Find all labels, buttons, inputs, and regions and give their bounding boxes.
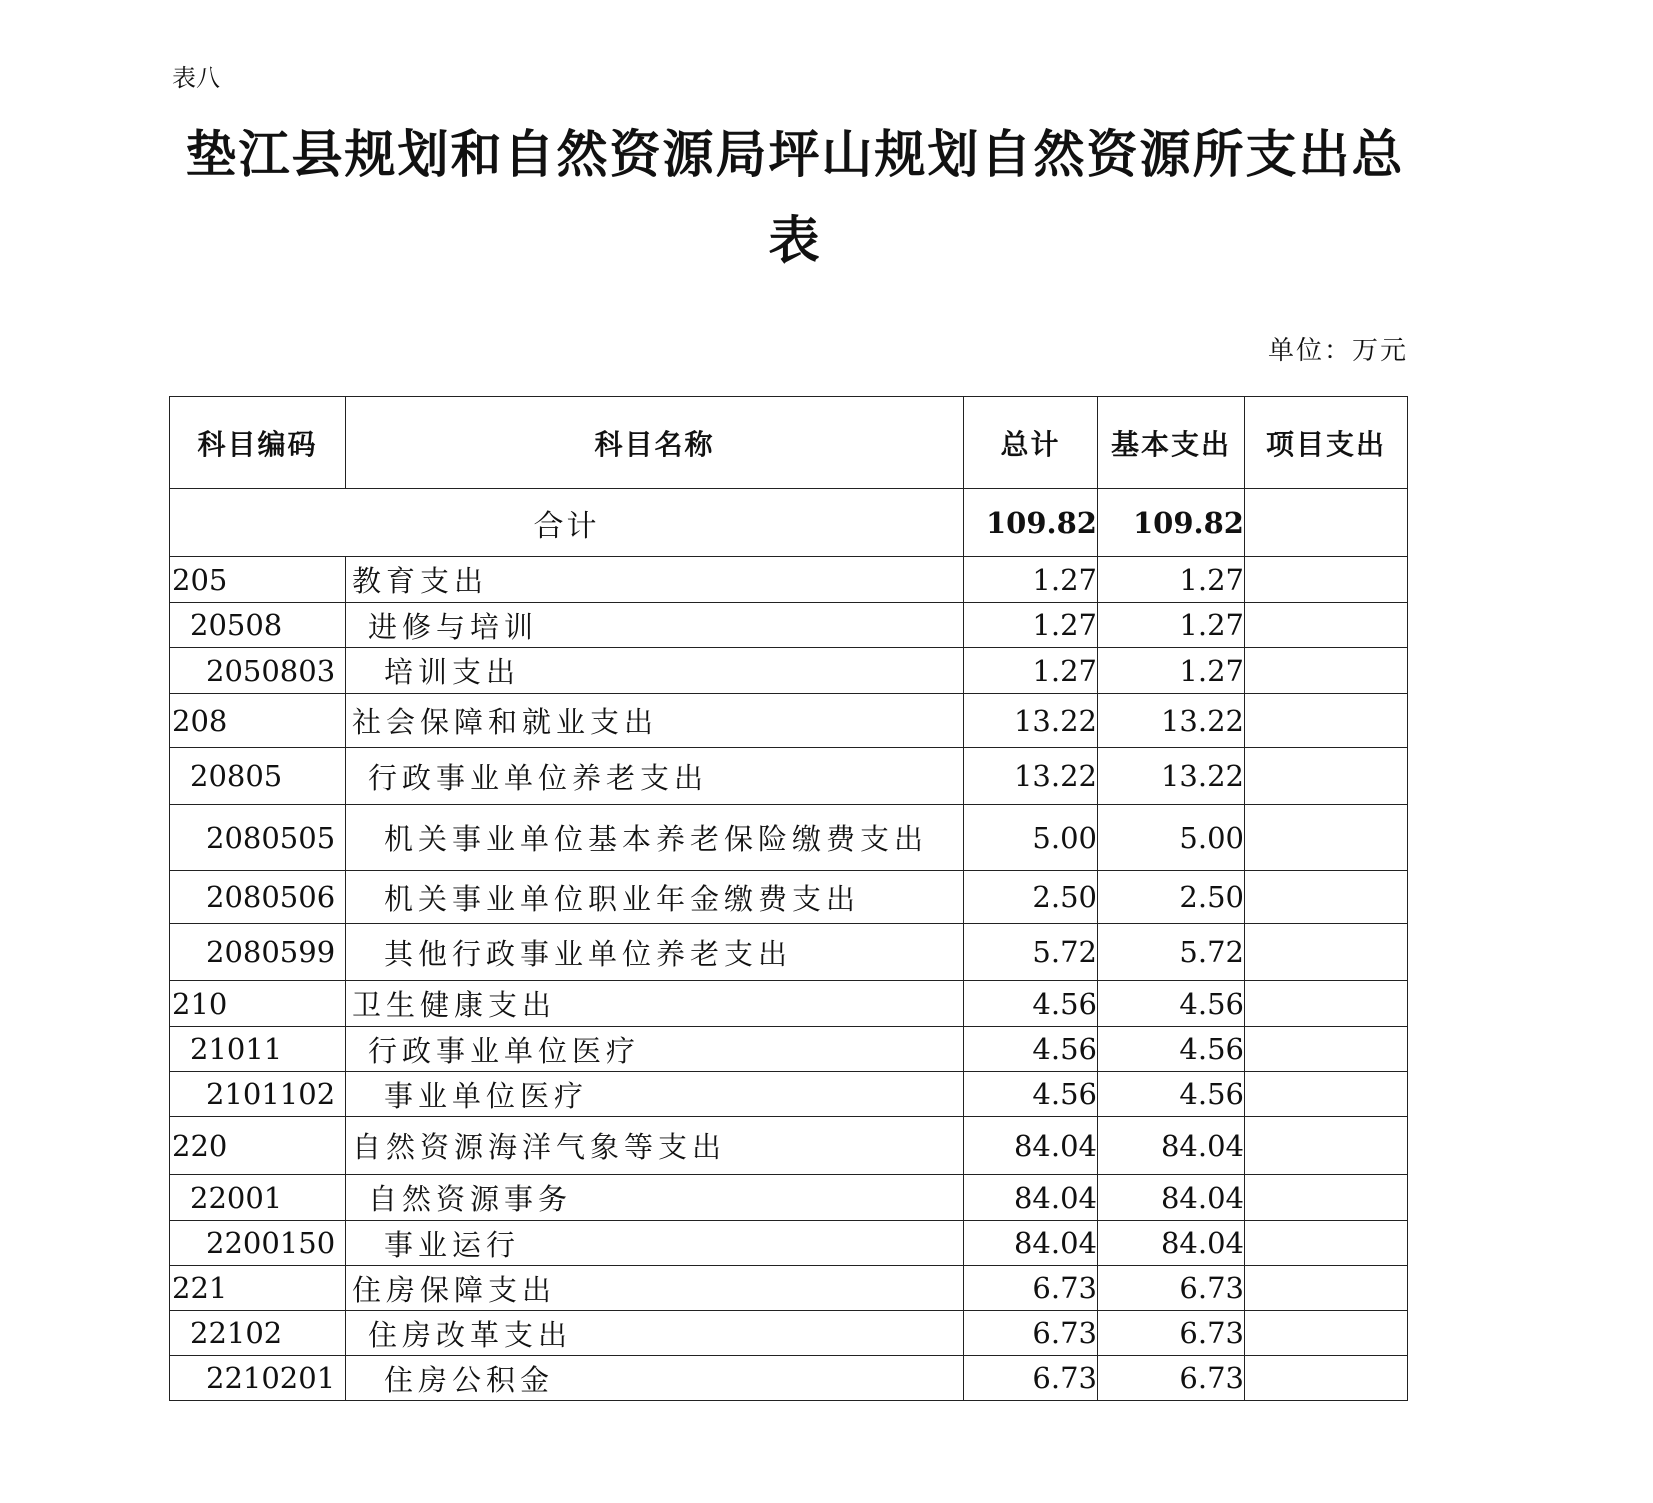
basic-expense-cell: 5.00: [1098, 805, 1245, 871]
project-expense-cell: [1245, 1266, 1408, 1311]
subject-name-cell: 机关事业单位基本养老保险缴费支出: [346, 805, 964, 871]
table-row: [170, 1356, 1408, 1401]
total-cell: 1.27: [964, 557, 1098, 603]
subject-code-cell: 20508: [170, 603, 346, 648]
project-expense-cell: [1245, 1356, 1408, 1401]
table-row: [170, 924, 1408, 981]
basic-expense-cell: 4.56: [1098, 1027, 1245, 1072]
basic-expense-cell: 13.22: [1098, 748, 1245, 805]
subject-name-cell: 教育支出: [346, 557, 964, 603]
basic-expense-cell: 5.72: [1098, 924, 1245, 981]
table-body: [170, 557, 1408, 1401]
subject-name-cell: 自然资源事务: [346, 1175, 964, 1221]
subject-name-cell: 住房保障支出: [346, 1266, 964, 1311]
total-cell: 84.04: [964, 1117, 1098, 1175]
total-cell: 4.56: [964, 1027, 1098, 1072]
total-cell: 1.27: [964, 603, 1098, 648]
project-expense-cell: [1245, 748, 1408, 805]
table-row: [170, 603, 1408, 648]
subject-code-cell: 2050803: [170, 648, 346, 694]
project-expense-cell: [1245, 924, 1408, 981]
total-label: 合计: [170, 489, 964, 557]
total-cell: 2.50: [964, 871, 1098, 924]
project-expense-cell: [1245, 1311, 1408, 1356]
subject-name-cell: 事业单位医疗: [346, 1072, 964, 1117]
basic-expense-cell: 4.56: [1098, 1072, 1245, 1117]
table-row: [170, 1175, 1408, 1221]
subject-name-cell: 其他行政事业单位养老支出: [346, 924, 964, 981]
column-header-code: 科目编码: [170, 397, 346, 489]
subject-name-cell: 进修与培训: [346, 603, 964, 648]
table-row: [170, 1027, 1408, 1072]
table-row: [170, 1311, 1408, 1356]
total-sum: 109.82: [964, 489, 1098, 557]
basic-expense-cell: 4.56: [1098, 981, 1245, 1027]
total-cell: 4.56: [964, 981, 1098, 1027]
table-row: [170, 1266, 1408, 1311]
project-expense-cell: [1245, 1175, 1408, 1221]
basic-expense-cell: 84.04: [1098, 1221, 1245, 1266]
total-cell: 5.72: [964, 924, 1098, 981]
project-expense-cell: [1245, 981, 1408, 1027]
table-row: [170, 805, 1408, 871]
subject-code-cell: 210: [170, 981, 346, 1027]
basic-expense-cell: 84.04: [1098, 1175, 1245, 1221]
subject-code-cell: 220: [170, 1117, 346, 1175]
project-expense-cell: [1245, 694, 1408, 748]
subject-code-cell: 2200150: [170, 1221, 346, 1266]
table-row: [170, 648, 1408, 694]
total-cell: 1.27: [964, 648, 1098, 694]
subject-code-cell: 20805: [170, 748, 346, 805]
total-cell: 84.04: [964, 1175, 1098, 1221]
table-row: [170, 871, 1408, 924]
page-title-line2: 表: [768, 212, 822, 271]
unit-label: 单位：万元: [1267, 336, 1408, 366]
subject-code-cell: 22102: [170, 1311, 346, 1356]
total-basic: 109.82: [1098, 489, 1245, 557]
subject-name-cell: 社会保障和就业支出: [346, 694, 964, 748]
project-expense-cell: [1245, 648, 1408, 694]
total-cell: 5.00: [964, 805, 1098, 871]
column-header-name: 科目名称: [346, 397, 964, 489]
total-cell: 13.22: [964, 748, 1098, 805]
column-header-project: 项目支出: [1245, 397, 1408, 489]
table-number: 表八: [172, 64, 220, 92]
table-header-row: [170, 397, 1408, 489]
table-row: [170, 1072, 1408, 1117]
project-expense-cell: [1245, 805, 1408, 871]
subject-name-cell: 卫生健康支出: [346, 981, 964, 1027]
total-cell: 6.73: [964, 1266, 1098, 1311]
subject-name-cell: 培训支出: [346, 648, 964, 694]
subject-name-cell: 住房公积金: [346, 1356, 964, 1401]
basic-expense-cell: 6.73: [1098, 1311, 1245, 1356]
subject-name-cell: 行政事业单位医疗: [346, 1027, 964, 1072]
subject-code-cell: 208: [170, 694, 346, 748]
basic-expense-cell: 6.73: [1098, 1356, 1245, 1401]
subject-name-cell: 自然资源海洋气象等支出: [346, 1117, 964, 1175]
subject-code-cell: 221: [170, 1266, 346, 1311]
table-row: [170, 557, 1408, 603]
subject-code-cell: 22001: [170, 1175, 346, 1221]
expenditure-table: [169, 396, 1408, 1401]
project-expense-cell: [1245, 871, 1408, 924]
subject-code-cell: 21011: [170, 1027, 346, 1072]
project-expense-cell: [1245, 1072, 1408, 1117]
table-row: [170, 1117, 1408, 1175]
project-expense-cell: [1245, 1027, 1408, 1072]
subject-name-cell: 行政事业单位养老支出: [346, 748, 964, 805]
basic-expense-cell: 1.27: [1098, 557, 1245, 603]
page-title-line1: 垫江县规划和自然资源局坪山规划自然资源所支出总: [185, 126, 1405, 185]
table-row: [170, 748, 1408, 805]
table-row: [170, 1221, 1408, 1266]
project-expense-cell: [1245, 1117, 1408, 1175]
project-expense-cell: [1245, 603, 1408, 648]
subject-name-cell: 住房改革支出: [346, 1311, 964, 1356]
total-cell: 84.04: [964, 1221, 1098, 1266]
subject-code-cell: 205: [170, 557, 346, 603]
subject-code-cell: 2210201: [170, 1356, 346, 1401]
column-header-basic: 基本支出: [1098, 397, 1245, 489]
subject-name-cell: 事业运行: [346, 1221, 964, 1266]
total-cell: 13.22: [964, 694, 1098, 748]
basic-expense-cell: 84.04: [1098, 1117, 1245, 1175]
total-row: [170, 489, 1408, 557]
project-expense-cell: [1245, 1221, 1408, 1266]
subject-name-cell: 机关事业单位职业年金缴费支出: [346, 871, 964, 924]
table-row: [170, 694, 1408, 748]
table-row: [170, 981, 1408, 1027]
basic-expense-cell: 1.27: [1098, 648, 1245, 694]
total-project: [1245, 489, 1408, 557]
total-cell: 6.73: [964, 1311, 1098, 1356]
basic-expense-cell: 1.27: [1098, 603, 1245, 648]
project-expense-cell: [1245, 557, 1408, 603]
subject-code-cell: 2101102: [170, 1072, 346, 1117]
subject-code-cell: 2080506: [170, 871, 346, 924]
basic-expense-cell: 13.22: [1098, 694, 1245, 748]
basic-expense-cell: 6.73: [1098, 1266, 1245, 1311]
total-cell: 6.73: [964, 1356, 1098, 1401]
basic-expense-cell: 2.50: [1098, 871, 1245, 924]
subject-code-cell: 2080599: [170, 924, 346, 981]
column-header-total: 总计: [964, 397, 1098, 489]
total-cell: 4.56: [964, 1072, 1098, 1117]
subject-code-cell: 2080505: [170, 805, 346, 871]
